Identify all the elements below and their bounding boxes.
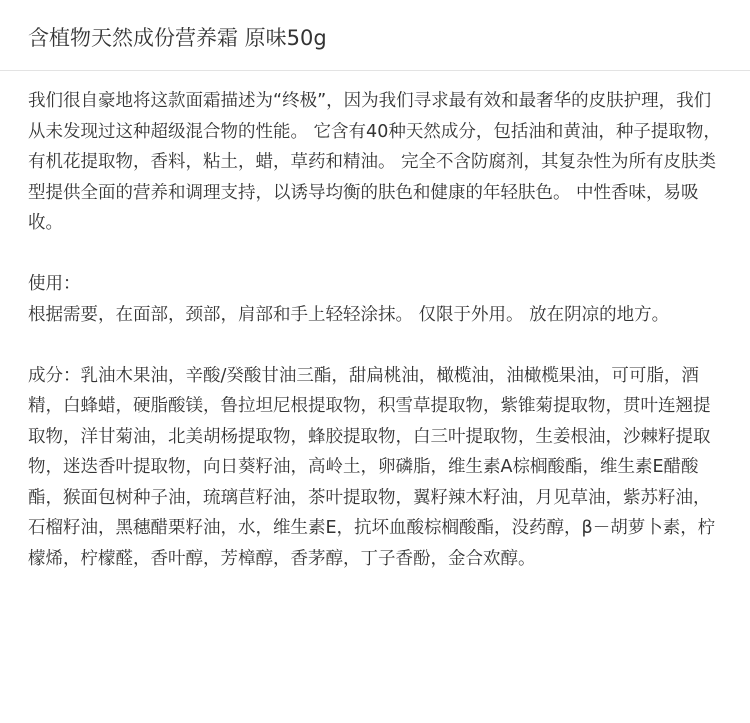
usage-label: 使用： (28, 274, 81, 294)
product-title: 含植物天然成份营养霜 原味50g (28, 26, 327, 50)
product-details (28, 86, 722, 574)
paragraph-spacer (28, 330, 722, 361)
title-divider (0, 70, 750, 71)
usage-paragraph: 根据需要，在面部，颈部，肩部和手上轻轻涂抹。 仅限于外用。 放在阴凉的地方。 (28, 304, 670, 325)
description-paragraph: 我们很自豪地将这款面霜描述为“终极”，因为我们寻求最有效和最奢华的皮肤护理，我们从未发现过这种超级混合物的性能。 它含有40种天然成分，包括油和黄油，种子提取物，有机花提取物，香料，粘土，蜡，草药和精油。 完全不含防腐剂，其复杂性为所有皮肤类型提供全面的营养和调理支持，以诱导均衡的肤色和健康的年轻肤色。 中性香味，易吸收。 (28, 91, 721, 233)
ingredients-paragraph: 成分：乳油木果油，辛酸/癸酸甘油三酯，甜扁桃油，橄榄油，油橄榄果油，可可脂，酒精，白蜂蜡，硬脂酸镁，鲁拉坦尼根提取物，积雪草提取物，紫锥菊提取物，贯叶连翘提取物，洋甘菊油，北美胡杨提取物，蜂胶提取物，白三叶提取物，生姜根油，沙棘籽提取物，迷迭香叶提取物，向日葵籽油，高岭土，卵磷脂，维生素A棕榈酸酯，维生素E醋酸酯，猴面包树种子油，琉璃苣籽油，茶叶提取物，翼籽辣木籽油，月见草油，紫苏籽油，石榴籽油，黑穗醋栗籽油，水，维生素E，抗坏血酸棕榈酸酯，没药醇，β－胡萝卜素，柠檬烯，柠檬醛，香叶醇，芳樟醇，香茅醇，丁子香酚，金合欢醇。 (28, 365, 716, 569)
paragraph-spacer (28, 239, 722, 270)
